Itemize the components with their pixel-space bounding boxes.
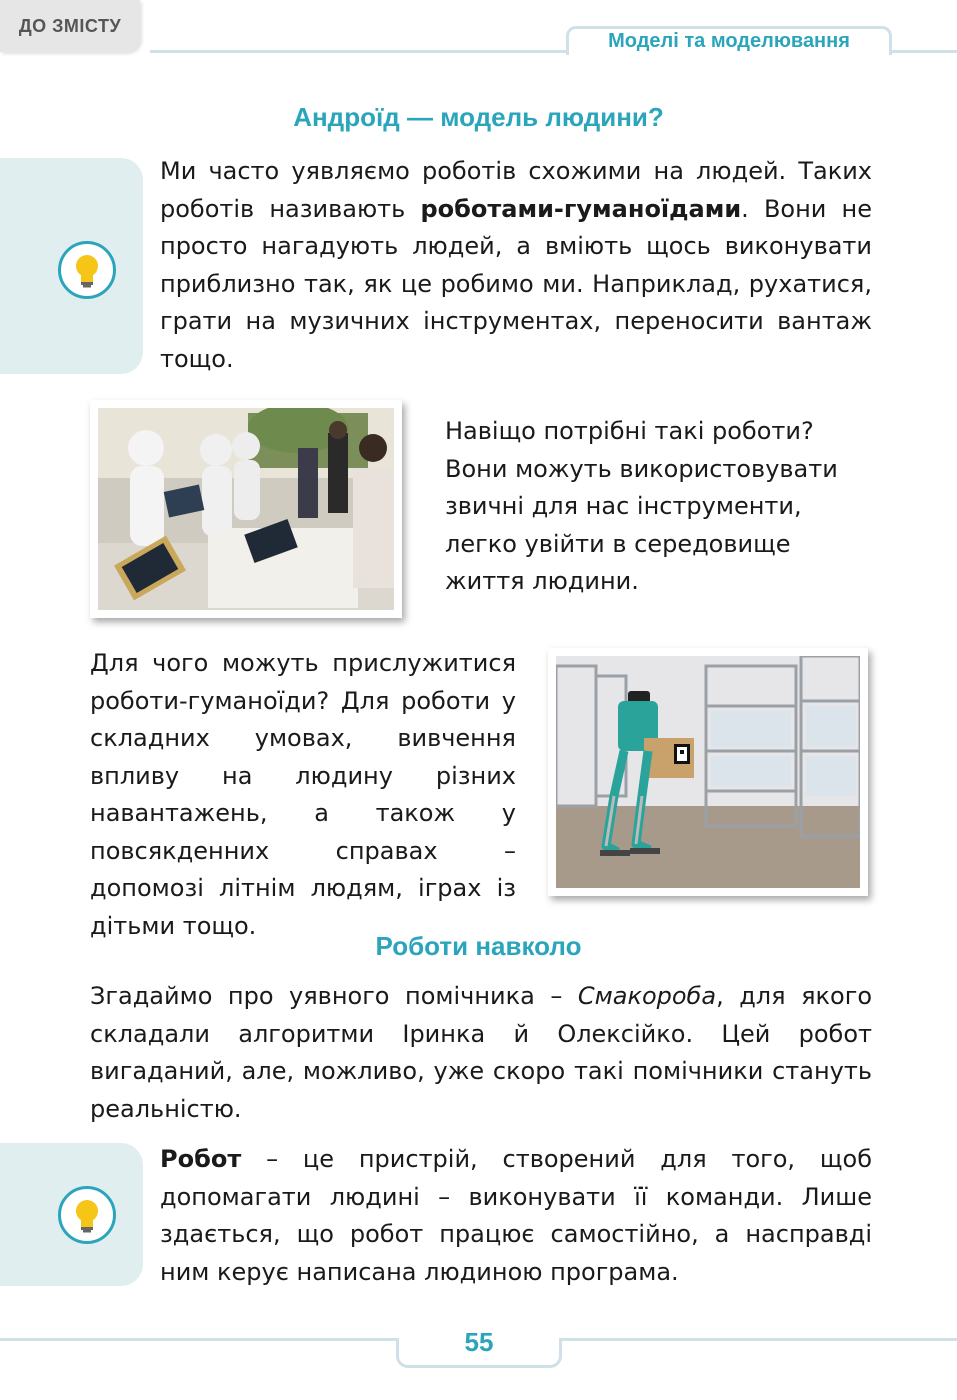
section-title-robots-around: Роботи навколо [375,931,582,961]
lightbulb-icon [58,1186,116,1244]
purpose-paragraph: Навіщо потрібні такі роботи? Вони можуть використовувати звичні для нас інструменти, легко увійти в середовище життя людини. [445,417,838,595]
smakorob-paragraph: Згадаймо про уявного помічника – Смакороба, для якого складали алгоритми Іринка й Олексійко. Цей робот вигаданий, але, можливо, уже скоро такі помічники стануть реальністю. [90,982,873,1123]
back-to-contents-button[interactable]: ДО ЗМІСТУ [0,0,140,52]
chapter-title: Моделі та моделювання [608,30,850,52]
section-title-android: Андроїд — модель людини? [293,102,664,132]
lightbulb-icon [58,241,116,299]
robot-definition-paragraph: Робот – це пристрій, створений для того, щоб допомагати людині – виконувати її команди. Лише здається, що робот працює самостійно, а насправді ним керує написана людиною програма. [160,1145,872,1286]
footer-divider-left [0,1338,396,1341]
uses-paragraph: Для чого можуть прислужитися роботи-гуманоїди? Для роботи у складних умовах, вивчення впливу на людину різних навантажень, а також у повсякденних справах – допомозі літнім людям, іграх із дітьми тощо. [90,649,516,940]
photo-pepper-robots [90,400,402,618]
term-robot: Робот [160,1145,242,1173]
footer-divider-right [562,1338,957,1341]
page-number: 55 [464,1327,494,1357]
photo-digit-robot-warehouse [548,648,868,896]
intro-paragraph: Ми часто уявляємо роботів схожими на людей. Таких роботів називають роботами-гуманоїдами. Вони не просто нагадують людей, а вміють щось виконувати приблизно так, як це робимо ми. Наприклад, рухатися, грати на музичних інструментах, переносити вантаж тощо. [160,157,873,373]
term-humanoid-robots: роботами-гуманоїдами [420,194,742,223]
smakorob-name: Смакороба [577,982,717,1010]
header-divider-right [886,50,957,53]
